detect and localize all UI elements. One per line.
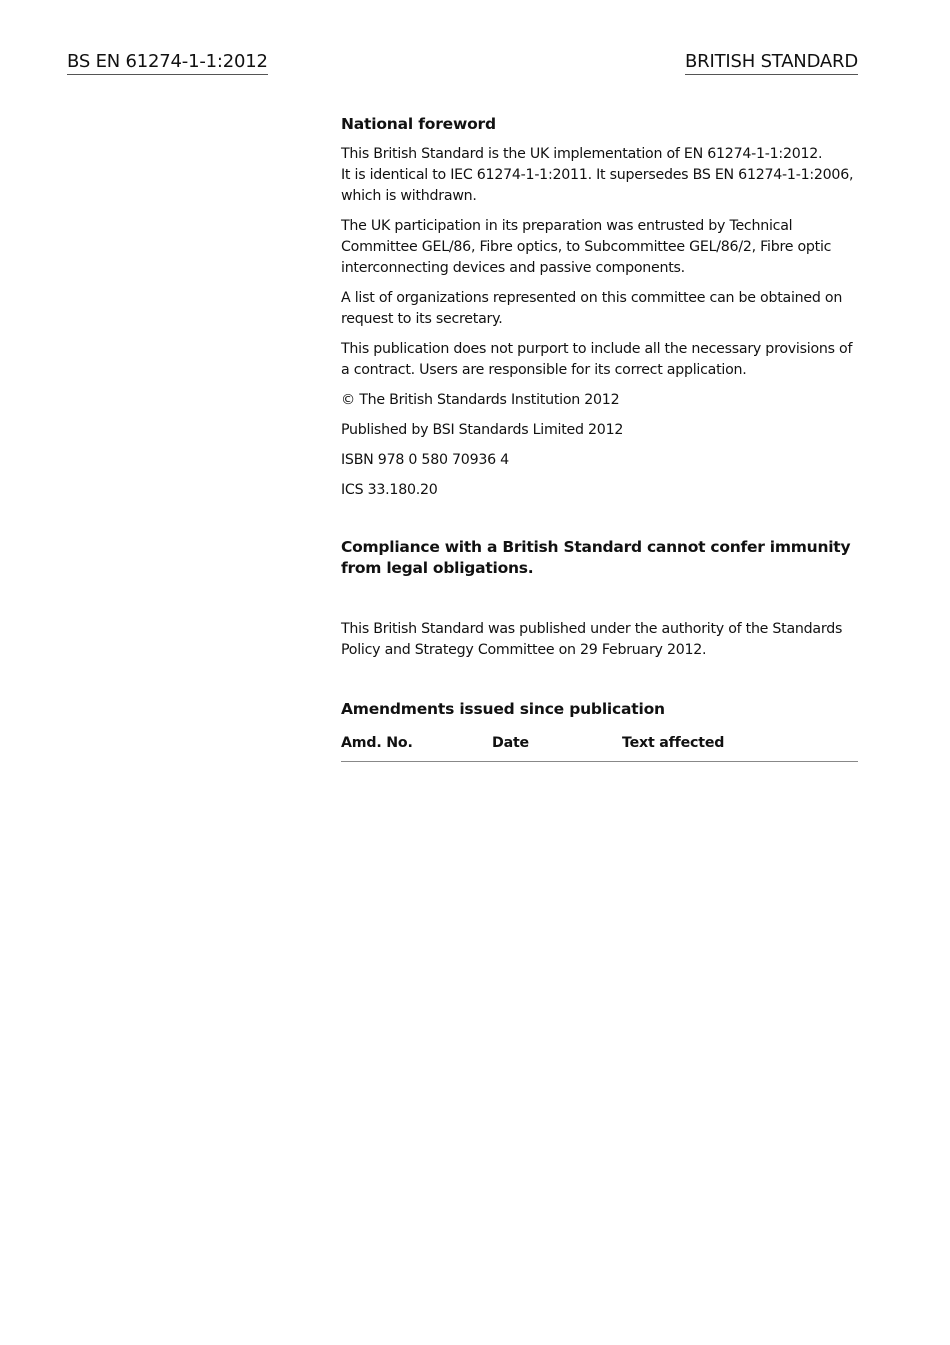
foreword-paragraph-organizations: A list of organizations represented on this committee can be obtained on request to its secretary. <box>341 290 843 327</box>
foreword-paragraph-implementation <box>341 144 858 207</box>
implementation-line-1: This British Standard is the UK implementation of EN 61274-1-1:2012. <box>341 146 823 162</box>
compliance-notice: Compliance with a British Standard cannot confer immunity from legal obligations. <box>341 538 851 577</box>
amendments-table-header <box>341 733 858 762</box>
foreword-title: National foreword <box>341 115 496 133</box>
publisher-line: Published by BSI Standards Limited 2012 <box>341 422 624 438</box>
foreword-paragraph-disclaimer: This publication does not purport to include all the necessary provisions of a contract. Users are responsible for its correct application. <box>341 341 853 378</box>
national-foreword-section <box>341 113 858 762</box>
authority-statement: This British Standard was published under the authority of the Standards Policy and Strategy Committee on 29 February 2012. <box>341 621 843 658</box>
column-header-date: Date <box>492 735 529 751</box>
copyright-line: © The British Standards Institution 2012 <box>341 392 620 408</box>
foreword-paragraph-participation: The UK participation in its preparation was entrusted by Technical Committee GEL/86, Fibre optics, to Subcommittee GEL/86/2, Fibre optic interconnecting devices and passive components. <box>341 218 832 276</box>
amendments-title: Amendments issued since publication <box>341 700 665 718</box>
implementation-line-2: It is identical to IEC 61274-1-1:2011. It supersedes BS EN 61274-1-1:2006, which is withdrawn. <box>341 167 854 204</box>
ics-line: ICS 33.180.20 <box>341 482 438 498</box>
isbn-line: ISBN 978 0 580 70936 4 <box>341 452 509 468</box>
series-label-header: BRITISH STANDARD <box>685 50 858 75</box>
document-id-header: BS EN 61274-1-1:2012 <box>67 50 268 75</box>
column-header-text-affected: Text affected <box>622 735 725 751</box>
column-header-amd-no: Amd. No. <box>341 735 413 751</box>
